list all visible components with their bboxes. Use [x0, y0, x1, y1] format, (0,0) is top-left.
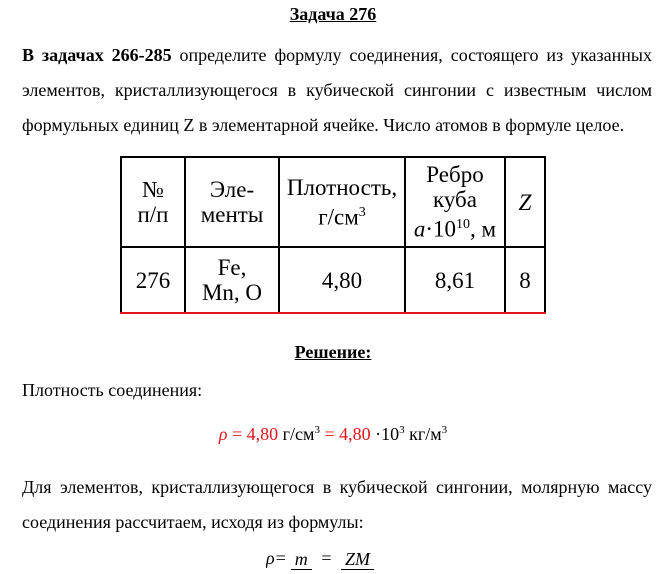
- problem-text: определите формулу соединения, состоящего из указанных элементов, кристаллизующегося в кубической сингонии с известным числом формульных единиц Z в элементарной ячейке. Число атомов в формуле целое.: [22, 45, 652, 135]
- cell-number: 276: [121, 247, 185, 313]
- table-row: [121, 247, 545, 313]
- table-header-row: [121, 157, 545, 247]
- solution-heading: Решение:: [294, 342, 372, 362]
- header-cube-edge: Ребро куба $a\cdot 10^{10}$, м: [405, 157, 505, 247]
- cell-z: 8: [505, 247, 545, 313]
- cell-elements: Fe, Mn, O: [185, 247, 279, 313]
- data-table: [120, 156, 546, 314]
- cell-density: 4,80: [279, 247, 405, 313]
- header-z: Z: [505, 157, 545, 247]
- header-number: № п/п: [121, 157, 185, 247]
- molar-mass-formula: ρ= m = ZM: [266, 548, 378, 574]
- cell-edge: 8,61: [405, 247, 505, 313]
- problem-title: Задача 276: [289, 4, 377, 24]
- problem-range: В задачах 266-285: [22, 45, 172, 65]
- density-label: Плотность соединения:: [22, 380, 203, 400]
- header-elements: Эле- менты: [185, 157, 279, 247]
- density-formula: ρ = 4,80 $г/см^3 = 4,80 \cdot 10^3$ $кг/м^3$: [218, 424, 448, 444]
- molar-mass-paragraph: Для элементов, кристаллизующегося в кубической сингонии, молярную массу соединения рассчитаем, исходя из формулы:: [22, 477, 652, 532]
- header-density: Плотность, $г/см^3$: [279, 157, 405, 247]
- problem-statement: [22, 38, 652, 143]
